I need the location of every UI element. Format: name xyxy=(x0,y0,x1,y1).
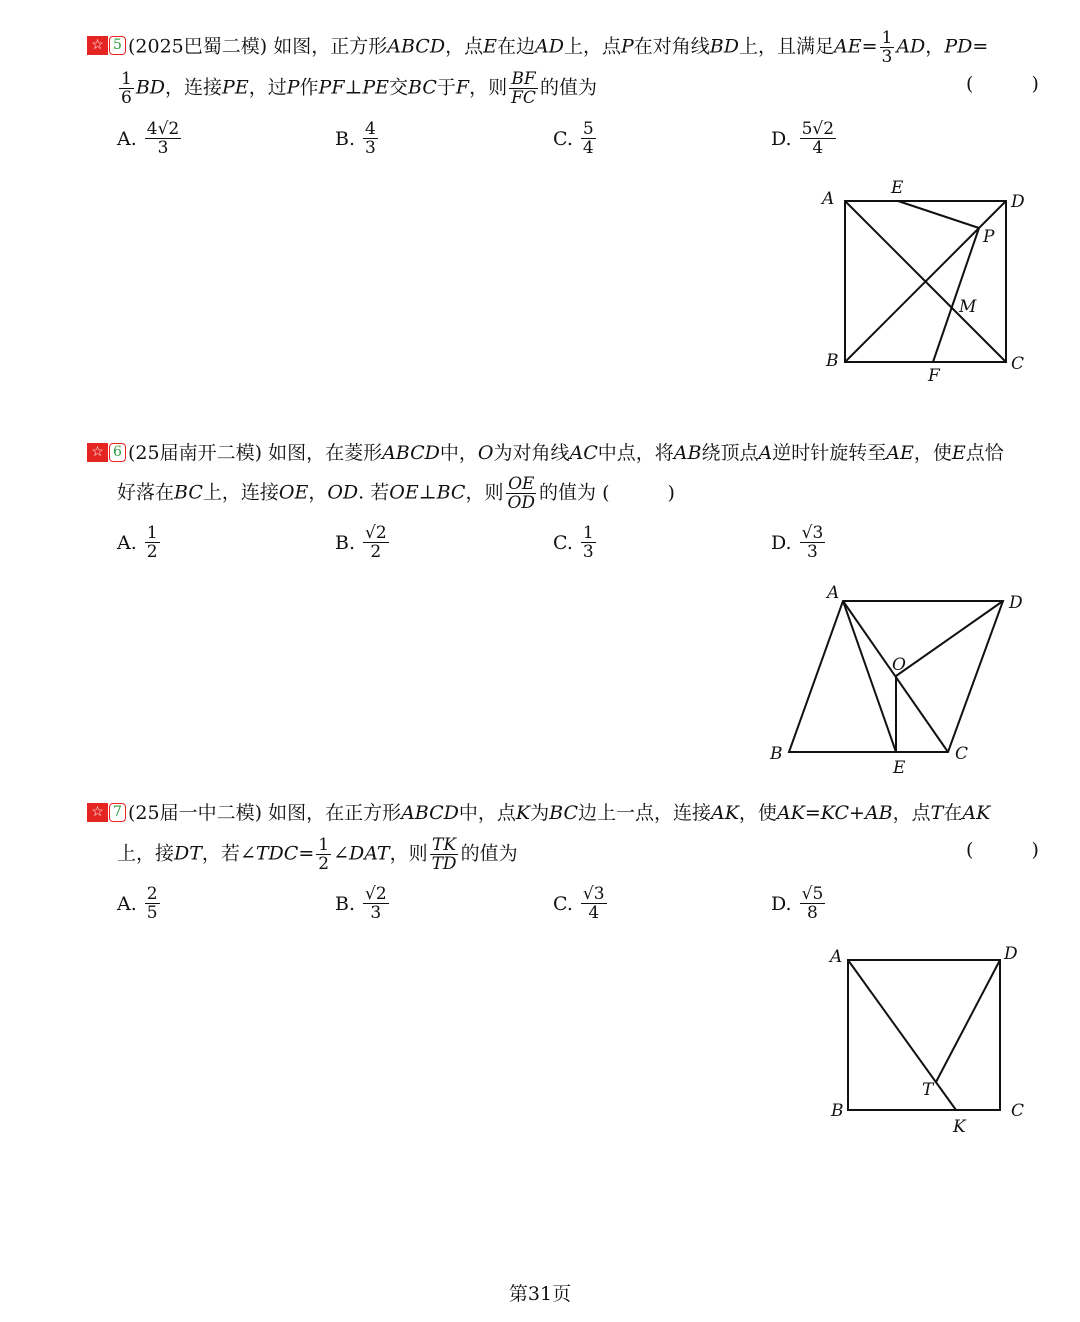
problem-source: (25届南开二模) xyxy=(128,442,263,464)
option-a[interactable]: A. $\frac{2}{5}$ xyxy=(117,884,158,923)
answer-paren: ( ) xyxy=(602,481,701,504)
option-d[interactable]: D. $\frac{√3}{3}$ xyxy=(771,523,824,562)
star-icon: ☆ xyxy=(87,803,108,822)
option-a[interactable]: A. $\frac{4√2}{3}$ xyxy=(117,119,180,158)
answer-paren: ( ) xyxy=(966,839,1065,861)
option-c[interactable]: C. $\frac{1}{3}$ xyxy=(553,523,594,562)
label-d: D xyxy=(1011,192,1025,212)
label-d: D xyxy=(1004,944,1018,964)
problem-source: (2025巴蜀二模) xyxy=(128,35,268,58)
option-c[interactable]: C. $\frac{√3}{4}$ xyxy=(553,884,605,923)
segment-ak xyxy=(848,960,956,1110)
label-t: T xyxy=(922,1080,934,1100)
star-icon: ☆ xyxy=(87,443,108,462)
problem-7-line-2: 上，接DT，若∠TDC= $\frac{1}{2}$ ∠DAT，则 $\frac{TK}{TD}$ 的值为 xyxy=(117,835,518,874)
star-icon: ☆ xyxy=(87,36,108,55)
label-c: C xyxy=(1011,1101,1025,1121)
label-a: A xyxy=(830,947,843,967)
label-a: A xyxy=(822,189,835,209)
fraction: $\frac{OE}{OD}$ xyxy=(507,474,536,513)
label-a: A xyxy=(827,583,840,603)
fraction: $\frac{1}{6}$ xyxy=(121,69,132,108)
label-k: K xyxy=(953,1117,966,1137)
option-d[interactable]: D. $\frac{5√2}{4}$ xyxy=(771,119,835,158)
segment-dt xyxy=(936,960,1000,1082)
label-e: E xyxy=(891,178,904,198)
fraction: $\frac{TK}{TD}$ xyxy=(431,835,457,874)
label-p: P xyxy=(983,227,995,247)
problem-5-line-1: ☆ 5 (2025巴蜀二模) 如图，正方形ABCD，点E在边AD上，点P在对角线BD上，且满足AE= $\frac{1}{3}$ AD，PD= xyxy=(87,29,988,66)
label-b: B xyxy=(770,744,783,764)
option-b[interactable]: B. $\frac{√2}{3}$ xyxy=(335,884,387,923)
problem-6-line-2: 好落在BC上，连接OE，OD. 若OE⊥BC，则 $\frac{OE}{OD}$ 的值为 ( ) xyxy=(117,474,701,513)
page-footer: 第31页 xyxy=(508,1283,572,1305)
problem-source: (25届一中二模) xyxy=(128,802,263,824)
label-b: B xyxy=(831,1101,844,1121)
fraction: $\frac{1}{2}$ xyxy=(318,835,330,874)
answer-paren: ( ) xyxy=(966,73,1065,95)
label-c: C xyxy=(955,744,969,764)
problem-number: 7 xyxy=(109,803,126,822)
problem-number: 6 xyxy=(109,443,126,462)
label-f: F xyxy=(928,366,940,386)
problem-number: 5 xyxy=(109,36,126,55)
fraction: $\frac{1}{3}$ xyxy=(881,28,893,67)
label-c: C xyxy=(1011,354,1025,374)
fraction: $\frac{BF}{FC}$ xyxy=(511,69,536,108)
label-b: B xyxy=(826,351,839,371)
option-b[interactable]: B. $\frac{4}{3}$ xyxy=(335,119,376,158)
option-b[interactable]: B. $\frac{√2}{2}$ xyxy=(335,523,387,562)
problem-6-line-1: ☆ 6 (25届南开二模) 如图，在菱形ABCD中，O为对角线AC中点，将AB绕顶点A逆时针旋转至AE，使E点恰 xyxy=(87,441,1004,465)
label-o: O xyxy=(892,655,906,675)
label-e: E xyxy=(893,758,906,778)
problem-7-line-1: ☆ 7 (25届一中二模) 如图，在正方形ABCD中，点K为BC边上一点，连接AK，使AK=KC+AB，点T在AK xyxy=(87,801,990,825)
option-c[interactable]: C. $\frac{5}{4}$ xyxy=(553,119,594,158)
problem-5-line-2: $\frac{1}{6}$ BD，连接PE，过P作PF⊥PE交BC于F，则 $\frac{BF}{FC}$ 的值为 xyxy=(121,69,597,108)
label-m: M xyxy=(959,297,977,317)
option-d[interactable]: D. $\frac{√5}{8}$ xyxy=(771,884,824,923)
label-d: D xyxy=(1009,593,1023,613)
option-a[interactable]: A. $\frac{1}{2}$ xyxy=(117,523,158,562)
